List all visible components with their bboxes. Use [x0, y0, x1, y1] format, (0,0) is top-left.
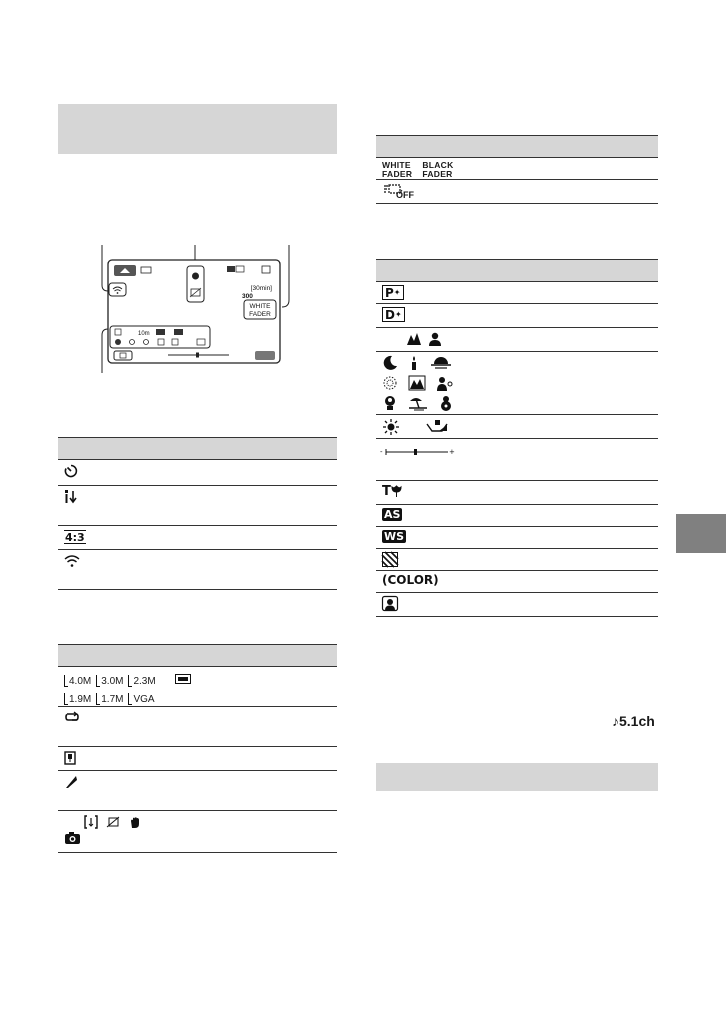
table-row [376, 415, 658, 439]
fireworks-icon [382, 375, 398, 391]
p-sparkle-icon: P ✦ [382, 285, 404, 300]
portrait-pair-icon [436, 375, 454, 391]
card-icon [175, 674, 191, 684]
svg-text:FADER: FADER [249, 311, 271, 318]
flash-off-icon [106, 816, 120, 828]
table-row [58, 550, 337, 590]
landscape-frame-icon [408, 375, 426, 391]
table-row [376, 439, 658, 481]
fader-off-label: OFF [396, 190, 414, 200]
ws-icon: WS [384, 530, 405, 543]
table-row [376, 527, 658, 549]
svg-text:+: + [449, 448, 455, 456]
table-header [58, 437, 337, 460]
spotlight-icon [382, 395, 398, 411]
table-header [376, 259, 658, 282]
table-right-1 [376, 135, 658, 204]
candle-icon [408, 355, 420, 371]
table-row [58, 526, 337, 550]
table-row [376, 328, 658, 352]
vertical-card-icon [64, 751, 76, 765]
surround-label: ♪5.1ch [612, 713, 655, 729]
table-row [376, 282, 658, 304]
shake-hand-icon [128, 815, 142, 829]
section-header-left [58, 104, 337, 154]
sunrise-icon [430, 355, 452, 371]
table-row [58, 667, 337, 707]
tele-macro-icon: T [382, 485, 402, 498]
table-row [58, 747, 337, 771]
image-size-2-3m: 2.3M [128, 671, 155, 687]
snow-icon [438, 395, 454, 411]
table-row [376, 180, 658, 204]
table-row [376, 549, 658, 571]
screen-diagram [96, 245, 306, 375]
table-row [58, 707, 337, 747]
table-row [376, 481, 658, 505]
section-header-right [376, 763, 658, 791]
image-size-1-7m: 1.7M [96, 689, 123, 705]
svg-text:-: - [380, 448, 383, 456]
table-row [376, 304, 658, 328]
exposure-bar-icon [380, 447, 454, 457]
table-row [58, 460, 337, 486]
bracket-focus-icon [84, 815, 98, 829]
portrait-icon [428, 332, 442, 346]
remaining-time: [30min] [250, 285, 272, 292]
moon-icon [382, 355, 398, 371]
image-size-vga: VGA [128, 689, 154, 705]
table-row [376, 505, 658, 527]
self-timer-icon [64, 464, 78, 478]
backlight-icon [426, 419, 448, 433]
table-row [58, 486, 337, 526]
image-size-3m: 3.0M [96, 671, 123, 687]
table-right-2 [376, 259, 658, 617]
color-slow-icon: ( COLOR ) [382, 573, 439, 587]
svg-text:10m: 10m [138, 331, 150, 337]
white-fader-label: WHITE FADER [382, 160, 413, 179]
diagram-svg [96, 245, 306, 375]
mic-level-icon [64, 490, 80, 504]
table-left-2 [58, 644, 337, 853]
black-fader-label: BLACK FADER [422, 160, 454, 179]
table-header [376, 135, 658, 158]
landscape-icon [406, 332, 422, 346]
table-row [376, 352, 658, 415]
wind-filter-icon [64, 554, 80, 568]
steady-camera-icon [64, 831, 82, 845]
portrait-frame-icon [382, 596, 398, 611]
table-row [58, 811, 337, 853]
table-row [376, 158, 658, 180]
table-row [376, 593, 658, 617]
sun-wb-icon [382, 419, 400, 435]
table-row [376, 571, 658, 593]
aspect-43-icon: 4:3 [65, 530, 85, 544]
image-size-4m: 4.0M [64, 671, 91, 687]
hatch-icon [382, 552, 398, 567]
as-icon: AS [384, 508, 401, 521]
image-size-1-9m: 1.9M [64, 689, 91, 705]
table-left-1 [58, 437, 337, 590]
nightshot-icon [64, 775, 78, 789]
repeat-icon [64, 711, 80, 723]
svg-text:WHITE: WHITE [249, 303, 271, 310]
table-header [58, 644, 337, 667]
photo-count: 300 [242, 293, 253, 300]
side-index-tab [676, 514, 726, 553]
table-row [58, 771, 337, 811]
d-sparkle-icon: D ✦ [382, 307, 405, 322]
beach-icon [408, 395, 428, 411]
